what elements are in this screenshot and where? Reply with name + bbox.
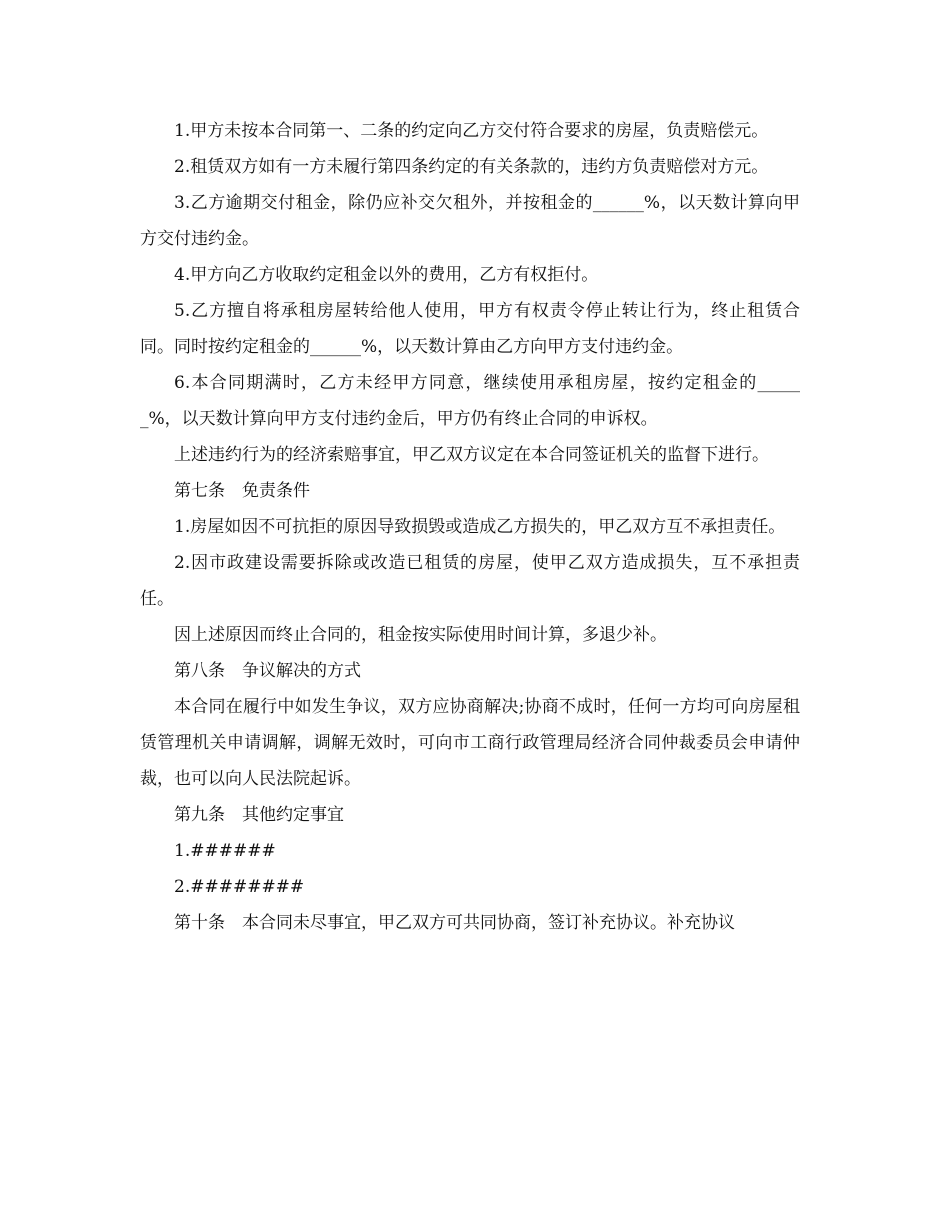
article-7-heading: 第七条 免责条件 [174, 481, 310, 501]
exemption-rent-note: 因上述原因而终止合同的，租金按实际使用时间计算，多退少补。 [174, 625, 667, 645]
clause-exemption-2: 2.因市政建设需要拆除或改造已租赁的房屋，使甲乙双方造成损失，互不承担责任。 [140, 553, 800, 609]
dispute-resolution-text: 本合同在履行中如发生争议，双方应协商解决;协商不成时，任何一方均可向房屋租赁管理机关申请调解，调解无效时，可向市工商行政管理局经济合同仲裁委员会申请仲裁，也可以向人民法院起诉。 [140, 697, 800, 789]
clause-exemption-1: 1.房屋如因不可抗拒的原因导致损毁或造成乙方损失的，甲乙双方互不承担责任。 [174, 517, 786, 537]
other-matters-item-1: 1.###### [174, 841, 276, 861]
article-9-heading: 第九条 其他约定事宜 [174, 805, 344, 825]
clause-penalty-1: 1.甲方未按本合同第一、二条的约定向乙方交付符合要求的房屋，负责赔偿元。 [174, 121, 769, 141]
article-10-text: 第十条 本合同未尽事宜，甲乙双方可共同协商，签订补充协议。补充协议 [174, 913, 735, 933]
clause-penalty-6: 6.本合同期满时，乙方未经甲方同意，继续使用承租房屋，按约定租金的______%，以天数计算向甲方支付违约金后，甲方仍有终止合同的申诉权。 [140, 373, 800, 429]
document-body [140, 113, 800, 941]
other-matters-item-2: 2.######## [174, 877, 305, 897]
clause-penalty-3: 3.乙方逾期交付租金，除仍应补交欠租外，并按租金的______%，以天数计算向甲方交付违约金。 [140, 193, 800, 249]
clause-penalty-4: 4.甲方向乙方收取约定租金以外的费用，乙方有权拒付。 [174, 265, 599, 285]
clause-penalty-5: 5.乙方擅自将承租房屋转给他人使用，甲方有权责令停止转让行为，终止租赁合同。同时按约定租金的______%，以天数计算由乙方向甲方支付违约金。 [140, 301, 800, 357]
article-8-heading: 第八条 争议解决的方式 [174, 661, 361, 681]
penalty-supervision-note: 上述违约行为的经济索赔事宜，甲乙双方议定在本合同签证机关的监督下进行。 [174, 445, 769, 465]
clause-penalty-2: 2.租赁双方如有一方未履行第四条约定的有关条款的，违约方负责赔偿对方元。 [174, 157, 769, 177]
